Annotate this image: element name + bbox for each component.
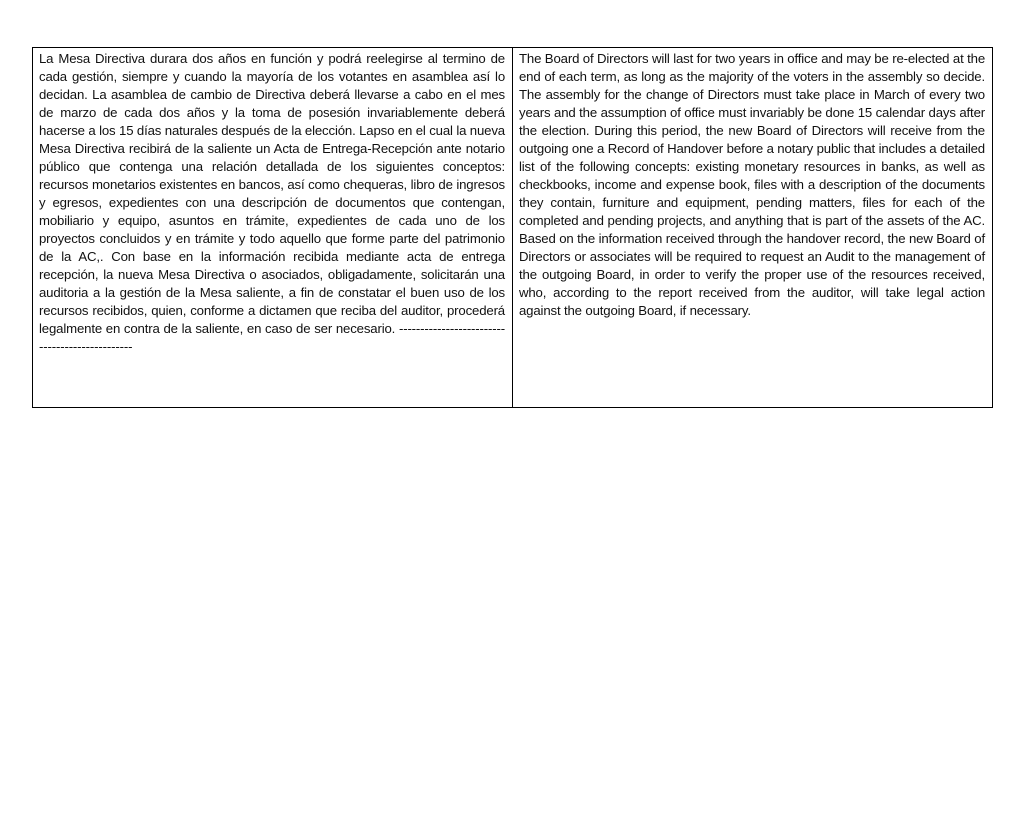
spanish-paragraph: La Mesa Directiva durara dos años en función y podrá reelegirse al termino de cada gestión, siempre y cuando la mayoría de los votantes en asamblea así lo decidan. La asamblea de cambio de Directiva deberá llevarse a cabo en el mes de marzo de cada dos años y la toma de posesión invariablemente deberá hacerse a los 15 días naturales después de la elección. Lapso en el cual la nueva Mesa Directiva recibirá de la saliente un Acta de Entrega-Recepción ante notario público que contenga una relación detallada de los siguientes conceptos: recursos monetarios existentes en bancos, así como chequeras, libro de ingresos y egresos, expedientes con una descripción de documentos que contengan, mobiliario y equipo, asuntos en trámite, expedientes de cada uno de los proyectos concluidos y en trámite y todo aquello que forme parte del patrimonio de la AC,. Con base en la información recibida mediante acta de entrega recepción, la nueva Mesa Directiva o asociados, obligadamente, solicitarán una auditoria a la gestión de la Mesa saliente, a fin de constatar el buen uso de los recursos recibidos, quien, conforme a dictamen que reciba del auditor, procederá legalmente en contra de la saliente, en caso de ser necesario. ----------------------------------------------- [39, 51, 505, 354]
spanish-column-cell [33, 48, 513, 408]
bilingual-text-table [32, 47, 993, 408]
english-column-cell [513, 48, 993, 408]
table-row [33, 48, 993, 408]
english-paragraph: The Board of Directors will last for two years in office and may be re-elected at the end of each term, as long as the majority of the voters in the assembly so decide. The assembly for the change of Directors must take place in March of every two years and the assumption of office must invariably be done 15 calendar days after the election. During this period, the new Board of Directors will receive from the outgoing one a Record of Handover before a notary public that includes a detailed list of the following concepts: existing monetary resources in banks, as well as checkbooks, income and expense book, files with a description of the documents they contain, furniture and equipment, pending matters, files for each of the completed and pending projects, and anything that is part of the assets of the AC. Based on the information received through the handover record, the new Board of Directors or associates will be required to request an Audit to the management of the outgoing Board, in order to verify the proper use of the resources received, who, according to the report received from the auditor, will take legal action against the outgoing Board, if necessary. [519, 51, 985, 318]
